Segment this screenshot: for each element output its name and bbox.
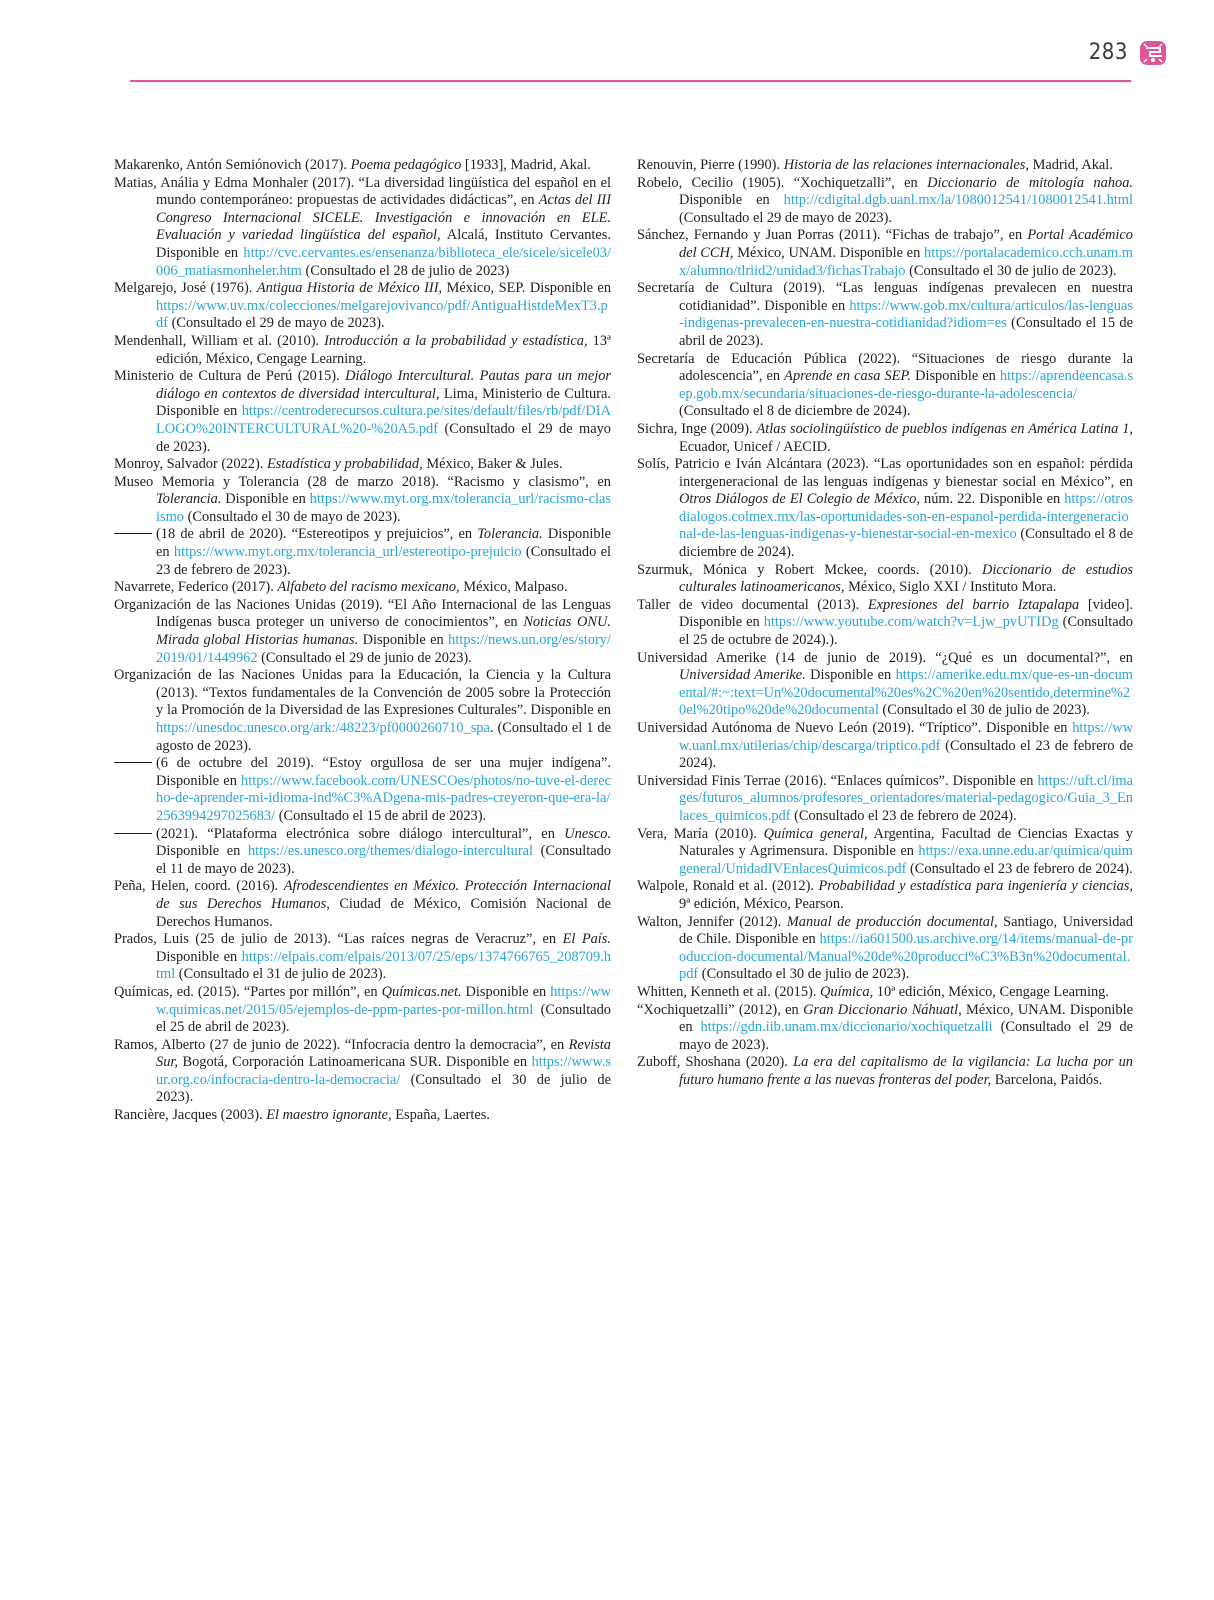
reference-title: Química general, (763, 825, 868, 842)
reference-text: Ministerio de Cultura de Perú (2015). (114, 368, 346, 385)
reference-entry (114, 1037, 611, 1107)
reference-title: Actas del III Congreso Internacional SICELE. Investigación e innovación en ELE. Evaluación y variedad lingüística del español, (156, 192, 611, 244)
reference-text: Vera, María (2010). (637, 825, 764, 842)
reference-link[interactable]: https://www.uv.mx/colecciones/melgarejovivanco/pdf/AntiguaHistdeMexT3.pdf (156, 297, 608, 332)
reference-title: Portal Académico del CCH, (679, 227, 1133, 261)
header-rule (130, 80, 1131, 82)
reference-text: Ciudad de México, Comisión Nacional de Derechos Humanos. (156, 895, 612, 930)
reference-link[interactable]: https://uft.cl/images/futuros_alumnos/profesores_orientadores/material-pedagogico/Guia_3_Enlaces_quimicos.pdf (679, 772, 1133, 824)
reference-link[interactable]: https://news.un.org/es/story/2019/01/1449962 (156, 632, 611, 666)
reference-text: Secretaría de Cultura (2019). “Las lenguas indígenas prevalecen en nuestra cotidianidad”. Disponible en (637, 280, 1133, 314)
reference-consulted: (Consultado el 23 de febrero de 2024). (679, 737, 1133, 772)
reference-text: México, Baker & Jules. (422, 456, 563, 473)
reference-text: Bogotá, Corporación Latinoamericana SUR. Disponible en (178, 1054, 532, 1071)
reference-text: (6 de octubre del 2019). “Estoy orgullosa de ser una mujer indígena”. Disponible en (156, 755, 611, 789)
reference-text: Alcalá, Instituto Cervantes. Disponible en (156, 227, 611, 261)
reference-title: Manual de producción documental, (786, 913, 998, 930)
reference-title: Noticias ONU. Mirada global Historias humanas. (156, 614, 611, 649)
reference-link[interactable]: https://amerike.edu.mx/que-es-un-documental/#:~:text=Un%20documental%20es%2C%20en%20sentido,determine%20el%20tipo%20de%20documental (679, 667, 1133, 719)
reference-text: Solís, Patricio e Iván Alcántara (2023). “Las oportunidades son en español: pérdida intergeneracional de las lenguas indígenas y bienestar social en México”, en (637, 456, 1133, 490)
reference-entry (637, 1054, 1133, 1089)
reference-consulted: (Consultado el 8 de diciembre de 2024). (679, 526, 1133, 561)
reference-text: Mendenhall, William et al. (2010). (114, 332, 325, 349)
reference-text: Rancière, Jacques (2003). (114, 1107, 267, 1124)
reference-entry (637, 175, 1133, 228)
reference-text: Disponible en (358, 632, 449, 649)
reference-link[interactable]: https://www.quimicas.net/2015/05/ejemplos-de-ppm-partes-por-millon.html (156, 983, 611, 1018)
reference-consulted: (Consultado el 30 de julio de 2023). (878, 702, 1090, 719)
reference-text: Disponible en (156, 526, 611, 561)
reference-consulted: (Consultado el 25 de abril de 2023). (156, 1001, 611, 1036)
reference-text: Monroy, Salvador (2022). (114, 456, 267, 473)
page-number: 283 (1088, 40, 1128, 65)
reference-consulted: (Consultado el 30 de julio de 2023). (698, 966, 910, 983)
reference-title: Diccionario de mitología nahoa. (927, 174, 1133, 191)
reference-text: Renouvin, Pierre (1990). (637, 157, 784, 173)
ditto-dash (114, 833, 152, 834)
reference-text: España, Laertes. (391, 1107, 490, 1124)
reference-consulted: (Consultado el 23 de febrero de 2024). (906, 860, 1133, 877)
reference-entry (637, 878, 1133, 913)
reference-link[interactable]: https://portalacademico.cch.unam.mx/alumno/tlriid2/unidad3/fichasTrabajo (679, 244, 1133, 279)
reference-entry (114, 1107, 611, 1125)
reference-title: El País. (562, 931, 611, 948)
reference-entry (637, 456, 1133, 562)
reference-consulted: (Consultado el 25 de octubre de 2024).). (679, 614, 1134, 649)
reference-text: México, UNAM. Disponible en (733, 244, 924, 261)
reference-text: Museo Memoria y Tolerancia (28 de marzo 2018). “Racismo y clasismo”, en (114, 473, 611, 490)
reference-title: Poema pedagógico (350, 157, 462, 173)
reference-consulted: (Consultado el 31 de julio de 2023). (175, 966, 387, 983)
reference-text: Ecuador, Unicef / AECID. (679, 438, 831, 455)
reference-link[interactable]: https://exa.unne.edu.ar/quimica/quimgeneral/UnidadIVEnlacesQuimicos.pdf (679, 843, 1133, 877)
reference-text: (2021). “Plataforma electrónica sobre diálogo intercultural”, en (156, 825, 565, 842)
reference-text: Organización de las Naciones Unidas (2019). “El Año Internacional de las Lenguas Indígenas busca proteger un universo de conocimientos”, en (114, 596, 611, 631)
references-left-column (114, 157, 611, 1125)
reference-text: 10ª edición, México, Cengage Learning. (873, 983, 1109, 1000)
reference-consulted: (Consultado el 23 de febrero de 2023). (156, 544, 611, 578)
reference-consulted: (Consultado el 30 de julio de 2023). (156, 1071, 611, 1106)
reference-consulted: (Consultado el 8 de diciembre de 2024). (679, 403, 911, 420)
reference-text: Disponible en (221, 491, 310, 508)
reference-text: [1933], Madrid, Akal. (461, 157, 591, 173)
reference-text: Szurmuk, Mónica y Robert Mckee, coords. (2010). (637, 561, 982, 578)
reference-text: México, Malpaso. (459, 579, 568, 596)
reference-link[interactable]: https://www.myt.org.mx/tolerancia_url/racismo-clasismo (156, 491, 611, 525)
reference-text: Whitten, Kenneth et al. (2015). (637, 983, 821, 1000)
reference-text: Universidad Autónoma de Nuevo León (2019). “Tríptico”. Disponible en (637, 720, 1073, 736)
reference-text: México, SEP. Disponible en (442, 280, 612, 297)
reference-entry (114, 878, 611, 931)
reference-link[interactable]: https://www.myt.org.mx/tolerancia_url/estereotipo-prejuicio (173, 544, 522, 561)
reference-title: Introducción a la probabilidad y estadística, (324, 332, 588, 349)
reference-entry (114, 526, 611, 579)
reference-link[interactable]: https://ia601500.us.archive.org/14/items/manual-de-produccion-documental/Manual%20de%20producci%C3%B3n%20documental.pdf (679, 931, 1133, 983)
reference-title: Revista Sur, (156, 1036, 611, 1071)
reference-entry (114, 333, 611, 368)
reference-link[interactable]: https://www.uanl.mx/utilerias/chip/descarga/triptico.pdf (679, 720, 1133, 754)
reference-title: Tolerancia. (156, 491, 222, 508)
reference-text: 9ª edición, México, Pearson. (679, 895, 844, 912)
reference-text: Sánchez, Fernando y Juan Porras (2011). “Fichas de trabajo”, en (637, 227, 1028, 244)
reference-link[interactable]: https://www.youtube.com/watch?v=Ljw_pvUTIDg (763, 614, 1059, 631)
reference-link[interactable]: https://www.gob.mx/cultura/articulos/las-lenguas-indigenas-prevalecen-en-nuestra-cotidianidad?idiom=es (679, 297, 1133, 332)
pink-glyph-ornament-icon (1138, 38, 1168, 68)
reference-entry (114, 474, 611, 527)
reference-entry (114, 368, 611, 456)
ditto-dash (114, 762, 152, 763)
reference-entry (637, 1002, 1133, 1055)
reference-consulted: (Consultado el 29 de mayo de 2023). (168, 315, 385, 332)
reference-entry (114, 826, 611, 879)
reference-link[interactable]: https://otrosdialogos.colmex.mx/las-oportunidades-son-en-espanol-perdida-intergeneracional-de-las-lenguas-indigenas-y-bienestar-social-en-mexico (679, 491, 1133, 543)
reference-text: Disponible en (911, 368, 1000, 385)
reference-text: Taller de video documental (2013). (637, 596, 868, 613)
reference-consulted: (Consultado el 30 de mayo de 2023). (184, 508, 401, 525)
reference-text: Universidad Amerike (14 de junio de 2019). “¿Qué es un documental?”, en (637, 649, 1133, 666)
reference-text: Melgarejo, José (1976). (114, 280, 257, 297)
reference-title: Tolerancia. (477, 526, 543, 543)
reference-entry (637, 597, 1133, 650)
reference-link[interactable]: https://elpais.com/elpais/2013/07/25/eps/1374766765_208709.html (156, 948, 611, 983)
reference-title: Atlas sociolingüístico de pueblos indígenas en América Latina 1, (756, 420, 1133, 437)
reference-title: Otros Diálogos de El Colegio de México, (679, 491, 920, 508)
reference-title: Unesco. (564, 825, 611, 842)
reference-title: Antigua Historia de México III, (256, 280, 443, 297)
reference-text: Organización de las Naciones Unidas para la Educación, la Ciencia y la Cultura (2013). “Textos fundamentales de la Convención de 2005 sobre la Protección y la Promoción de la Diversidad de las Expresiones Culturales”. Disponible en (114, 667, 611, 719)
reference-title: Expresiones del barrio Iztapalapa (867, 596, 1080, 613)
reference-text: Robelo, Cecilio (1905). “Xochiquetzalli”, en (637, 174, 928, 191)
reference-text: Madrid, Akal. (1028, 157, 1113, 173)
reference-consulted: (Consultado el 15 de abril de 2023). (275, 807, 487, 824)
reference-entry (114, 175, 611, 281)
reference-link[interactable]: https://es.unesco.org/themes/dialogo-intercultural (247, 843, 534, 860)
reference-consulted: (Consultado el 28 de julio de 2023) (301, 262, 510, 279)
reference-text: Makarenko, Antón Semiónovich (2017). (114, 157, 351, 173)
reference-text: [video]. Disponible en (679, 596, 1133, 631)
reference-title: Aprende en casa SEP. (784, 368, 912, 385)
reference-entry (637, 773, 1133, 826)
reference-title: La era del capitalismo de la vigilancia: La lucha por un futuro humano frente a las nuevas fronteras del poder, (679, 1054, 1134, 1088)
reference-consulted: (Consultado el 15 de abril de 2023). (679, 315, 1133, 349)
reference-consulted: (Consultado el 11 de mayo de 2023). (156, 843, 612, 877)
reference-consulted: (Consultado el 23 de febrero de 2024). (790, 807, 1017, 824)
reference-entry (114, 579, 611, 597)
reference-text: Ramos, Alberto (27 de junio de 2022). “Infocracia dentro la democracia”, en (114, 1036, 569, 1053)
reference-consulted: (Consultado el 29 de mayo de 2023). (679, 1019, 1133, 1053)
reference-text: Químicas, ed. (2015). “Partes por millón”, en (114, 983, 382, 1000)
reference-text: Disponible en (679, 192, 784, 209)
reference-link[interactable]: http://cvc.cervantes.es/ensenanza/biblioteca_ele/sicele/sicele03/006_matiasmonheler.htm (156, 244, 611, 279)
reference-link[interactable]: https://gdn.iib.unam.mx/diccionario/xochiquetzalli (700, 1019, 993, 1036)
reference-text: México, Siglo XXI / Instituto Mora. (844, 579, 1057, 596)
reference-title: Probabilidad y estadística para ingeniería y ciencias, (818, 878, 1133, 895)
reference-text: Zuboff, Shoshana (2020). (637, 1054, 794, 1071)
reference-title: Afrodescendientes en México. Protección Internacional de sus Derechos Humanos, (156, 878, 611, 912)
reference-text: Disponible en (461, 983, 551, 1000)
reference-text: Disponible en (156, 948, 242, 965)
reference-entry (637, 421, 1133, 456)
reference-entry (114, 667, 611, 755)
reference-text: 13ª edición, México, Cengage Learning. (156, 332, 611, 367)
reference-entry (637, 351, 1133, 421)
reference-text: Barcelona, Paidós. (991, 1071, 1103, 1088)
reference-entry (114, 597, 611, 667)
reference-entry (114, 984, 611, 1037)
reference-text: Argentina, Facultad de Ciencias Exactas y Naturales y Agrimensura. Disponible en (679, 825, 1133, 860)
reference-title: Estadística y probabilidad, (266, 456, 423, 473)
reference-text: Navarrete, Federico (2017). (114, 579, 278, 596)
reference-text: Sichra, Inge (2009). (637, 420, 757, 437)
reference-title: Diccionario de estudios culturales latinoamericanos, (679, 561, 1133, 596)
reference-entry (637, 280, 1133, 350)
reference-link[interactable]: https://www.facebook.com/UNESCOes/photos/no-tuve-el-derecho-de-aprender-mi-idioma-ind%C3%ADgena-mis-padres-creyeron-que-era-la/2563994297025683/ (156, 772, 611, 824)
reference-text: núm. 22. Disponible en (919, 491, 1065, 508)
reference-text: “Xochiquetzalli” (2012), en (637, 1001, 804, 1018)
reference-entry (637, 227, 1133, 280)
reference-entry (637, 914, 1133, 984)
reference-title: Química, (820, 983, 874, 1000)
ditto-dash (114, 533, 152, 534)
reference-link[interactable]: https://aprendeencasa.sep.gob.mx/secundaria/situaciones-de-riesgo-durante-la-adolescencia/ (679, 368, 1133, 402)
reference-text: Walton, Jennifer (2012). (637, 913, 787, 930)
reference-entry (114, 755, 611, 825)
reference-link[interactable]: https://unesdoc.unesco.org/ark:/48223/pf0000260710_spa (156, 720, 490, 736)
reference-text: Secretaría de Educación Pública (2022). “Situaciones de riesgo durante la adolescencia”, en (637, 350, 1133, 385)
reference-title: Alfabeto del racismo mexicano, (277, 579, 460, 596)
reference-entry (114, 280, 611, 333)
reference-link[interactable]: https://www.sur.org.co/infocracia-dentro-la-democracia/ (156, 1054, 611, 1088)
reference-title: Diálogo Intercultural. Pautas para un mejor diálogo en contextos de diversidad intercultural, (156, 368, 612, 402)
reference-text: (18 de abril de 2020). “Estereotipos y prejuicios”, en (156, 526, 478, 543)
reference-text: Prados, Luis (25 de julio de 2013). “Las raíces negras de Veracruz”, en (114, 931, 563, 948)
reference-text: Matias, Anália y Edma Monhaler (2017). “La diversidad lingüística del español en el mundo contemporáneo: propuestas de actividades didácticas”, en (114, 174, 611, 209)
reference-link[interactable]: https://centroderecursos.cultura.pe/sites/default/files/rb/pdf/DIALOGO%20INTERCULTURAL%20-%20A5.pdf (156, 403, 611, 437)
reference-title: Gran Diccionario Náhuatl, (803, 1001, 962, 1018)
reference-text: Lima, Ministerio de Cultura. Disponible en (156, 385, 611, 420)
reference-entry (637, 720, 1133, 773)
reference-consulted: . (Consultado el 1 de agosto de 2023). (156, 720, 611, 754)
reference-text: Peña, Helen, coord. (2016). (114, 878, 284, 895)
reference-entry (114, 157, 611, 175)
reference-consulted: (Consultado el 29 de mayo de 2023). (679, 209, 893, 226)
reference-entry (637, 650, 1133, 720)
reference-text: Walpole, Ronald et al. (2012). (637, 878, 819, 895)
reference-consulted: (Consultado el 29 de junio de 2023). (257, 649, 472, 666)
reference-entry (114, 931, 611, 984)
reference-entry (637, 826, 1133, 879)
reference-entry (637, 157, 1133, 175)
reference-entry (637, 984, 1133, 1002)
reference-link[interactable]: http://cdigital.dgb.uanl.mx/la/1080012541/1080012541.html (783, 192, 1133, 209)
reference-entry (114, 456, 611, 474)
reference-title: Químicas.net. (381, 983, 462, 1000)
reference-text: México, UNAM. Disponible en (679, 1001, 1133, 1036)
references-right-column (637, 157, 1133, 1089)
reference-text: Universidad Finis Terrae (2016). “Enlaces químicos”. Disponible en (637, 772, 1038, 789)
reference-entry (637, 562, 1133, 597)
reference-title: El maestro ignorante, (266, 1107, 392, 1124)
reference-text: Santiago, Universidad de Chile. Disponible en (679, 913, 1133, 948)
reference-consulted: (Consultado el 29 de mayo de 2023). (156, 420, 611, 455)
reference-consulted: (Consultado el 30 de julio de 2023). (905, 262, 1117, 279)
reference-title: Historia de las relaciones internacionales, (783, 157, 1029, 173)
reference-text: Disponible en (156, 843, 248, 860)
reference-text: Disponible en (805, 667, 896, 684)
reference-title: Universidad Amerike. (679, 667, 806, 684)
